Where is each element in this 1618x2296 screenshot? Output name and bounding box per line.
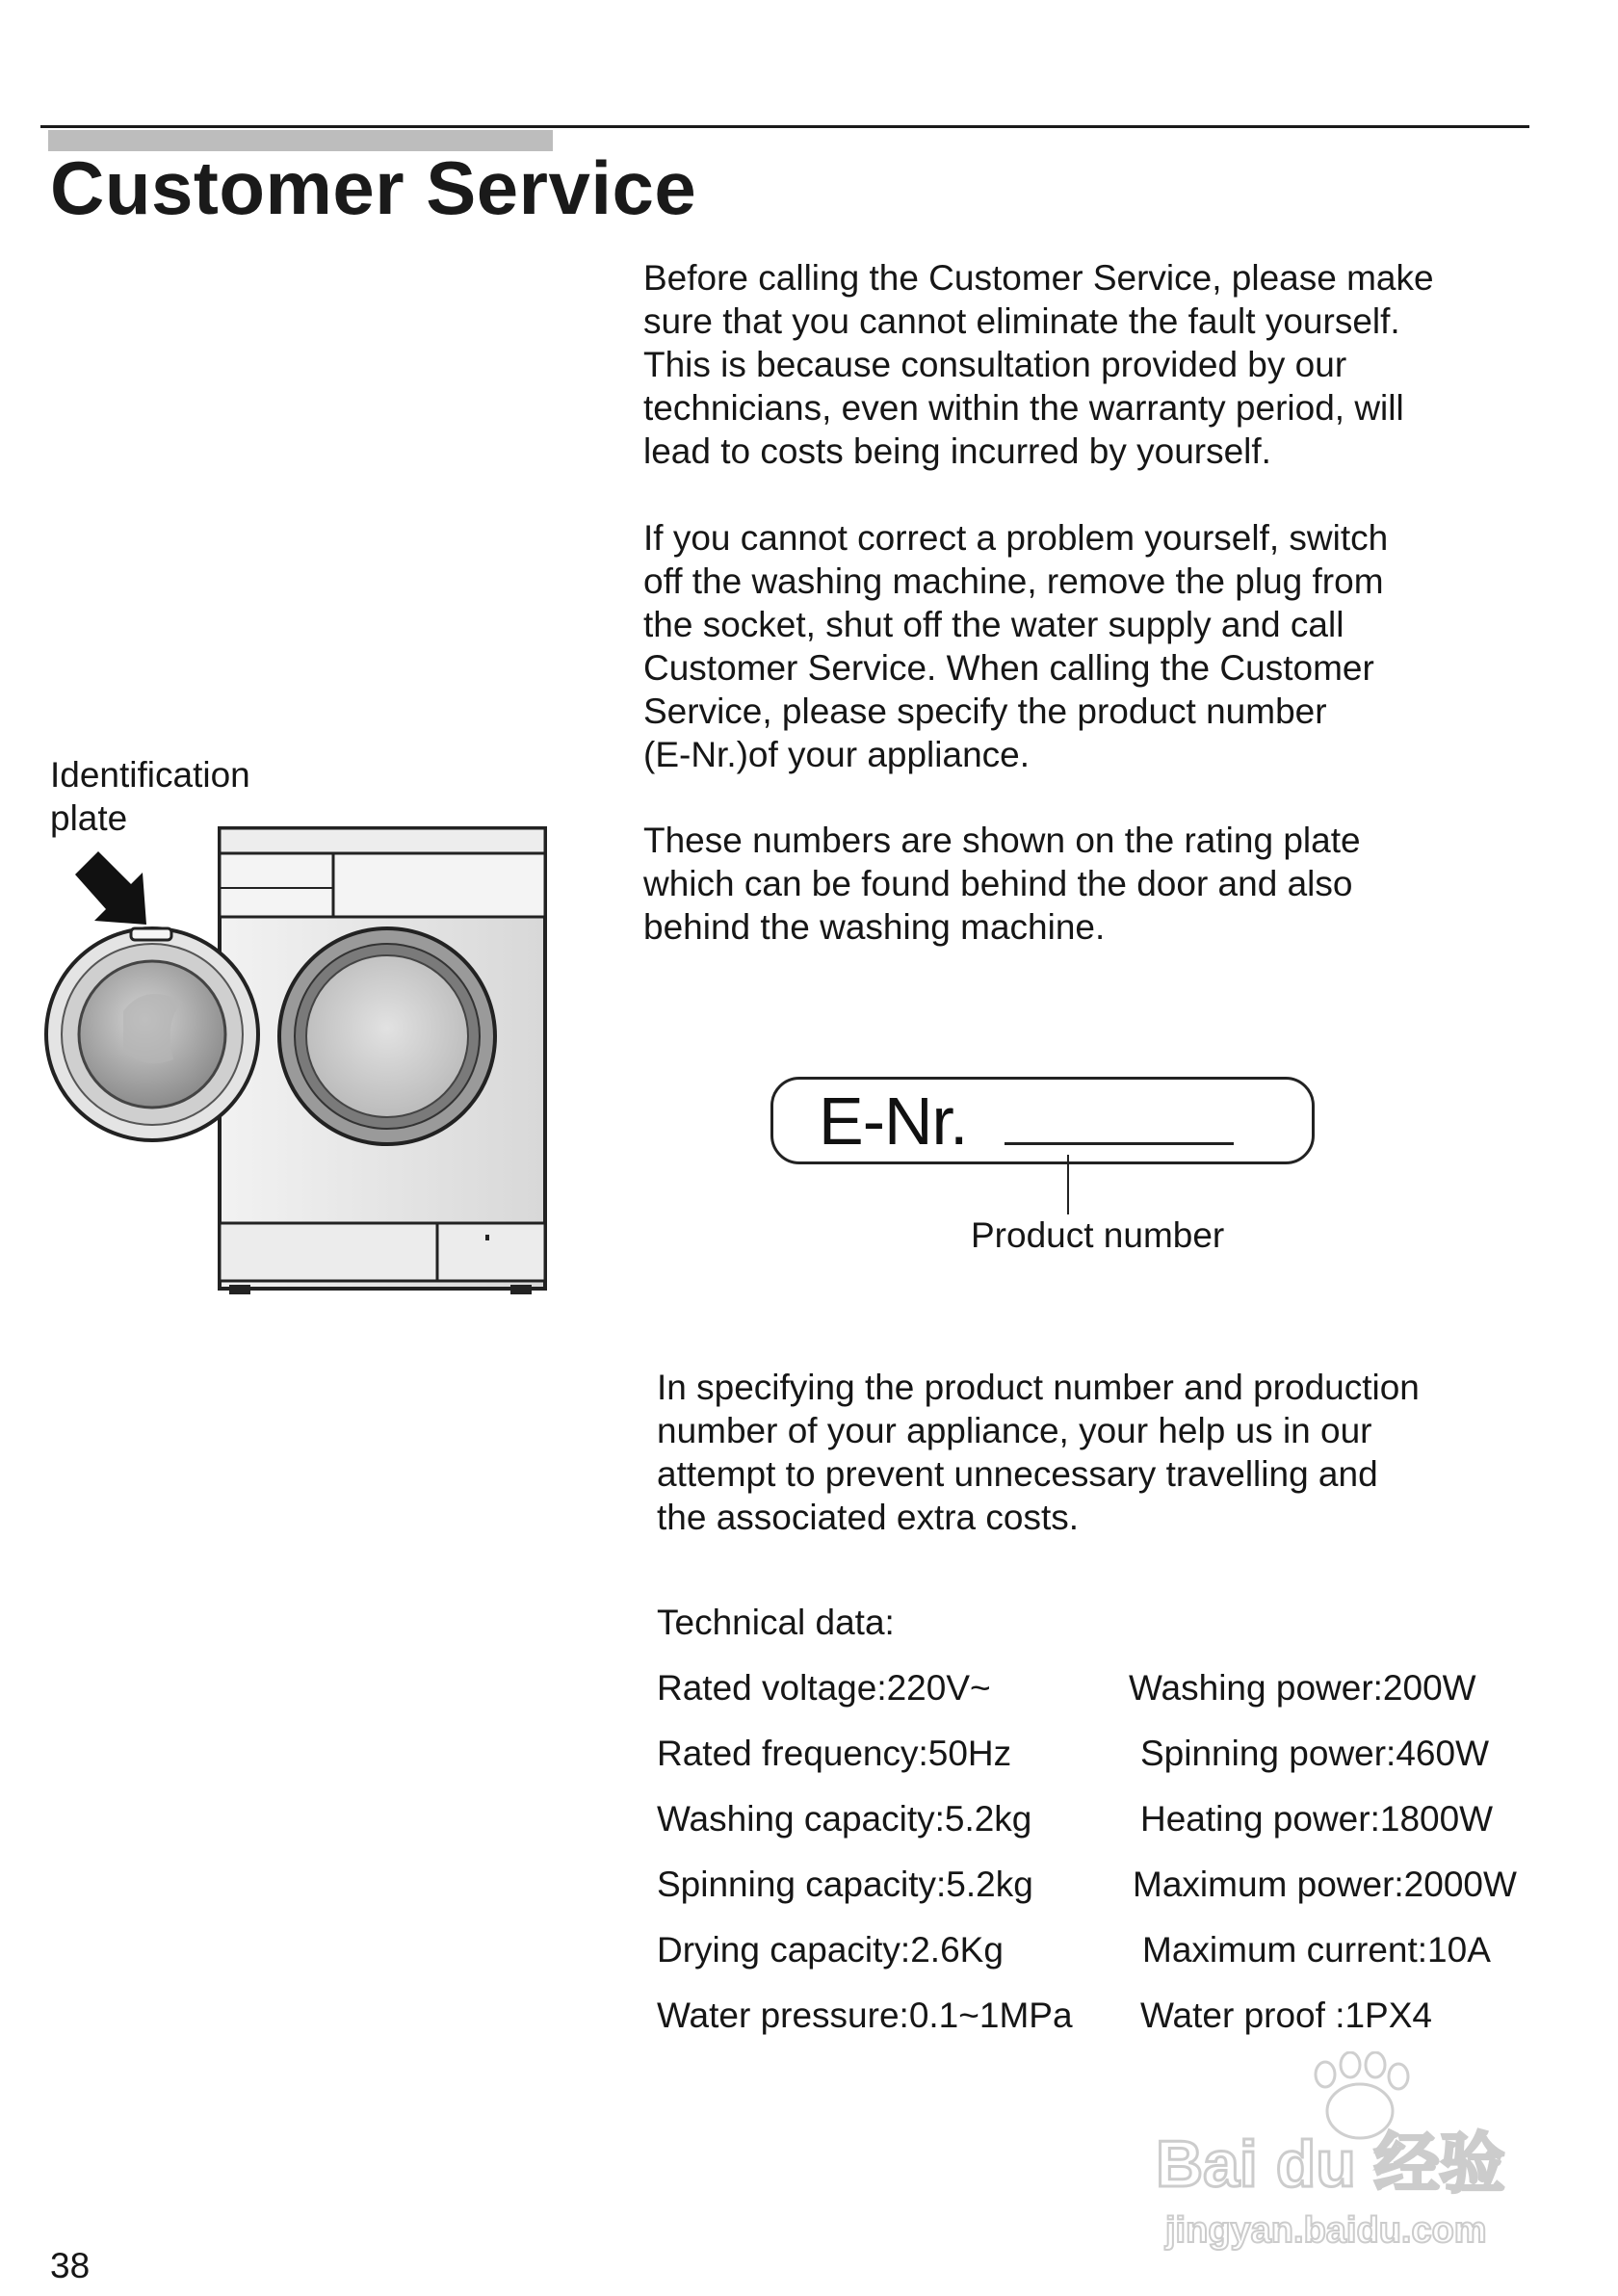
arrow-icon <box>75 851 146 925</box>
watermark-url: jingyan.baidu.com <box>1165 2210 1487 2251</box>
tech-spec-right: Spinning power:460W <box>1140 1734 1489 1773</box>
tech-spec-left: Rated voltage:220V~ <box>657 1668 991 1708</box>
watermark-brand: Bai du 经验 <box>1156 2127 1505 2201</box>
text-line: Before calling the Customer Service, please make <box>643 258 1434 298</box>
drum <box>306 955 468 1117</box>
text-line: sure that you cannot eliminate the fault yourself. <box>643 301 1400 341</box>
text-line: If you cannot correct a problem yourself, switch <box>643 518 1389 558</box>
text-line: Service, please specify the product number <box>643 691 1327 731</box>
technical-data-title: Technical data: <box>657 1603 895 1642</box>
text-line: These numbers are shown on the rating plate <box>643 821 1361 860</box>
text-line: In specifying the product number and production <box>657 1368 1420 1407</box>
page-number: 38 <box>50 2246 91 2285</box>
intro-paragraph-2 <box>643 516 1529 776</box>
foot <box>229 1285 250 1294</box>
intro-paragraph-3 <box>643 819 1529 949</box>
header-rule <box>40 125 1529 128</box>
text-line: Customer Service. When calling the Customer <box>643 648 1374 688</box>
text-line: off the washing machine, remove the plug from <box>643 561 1384 601</box>
enr-label: E-Nr. <box>819 1083 968 1159</box>
label-line: plate <box>50 798 128 838</box>
page-title: Customer Service <box>50 145 697 230</box>
text-line: lead to costs being incurred by yourself. <box>643 431 1271 471</box>
text-line: the socket, shut off the water supply and call <box>643 605 1344 644</box>
text-line: behind the washing machine. <box>643 907 1106 947</box>
enr-blank-line <box>1005 1142 1234 1145</box>
washing-machine-illustration <box>39 819 559 1310</box>
tech-spec-left: Spinning capacity:5.2kg <box>657 1865 1033 1904</box>
baidu-watermark <box>1136 2051 1541 2263</box>
product-number-caption: Product number <box>971 1215 1225 1255</box>
tech-spec-right: Maximum current:10A <box>1142 1930 1491 1970</box>
intro-paragraph-1 <box>643 256 1529 473</box>
cabinet-top <box>220 828 545 853</box>
tech-spec-right: Water proof :1PX4 <box>1140 1996 1432 2035</box>
tech-spec-right: Maximum power:2000W <box>1133 1865 1517 1904</box>
text-line: the associated extra costs. <box>657 1498 1080 1537</box>
tech-spec-left: Rated frequency:50Hz <box>657 1734 1012 1773</box>
tech-spec-right: Heating power:1800W <box>1140 1799 1494 1839</box>
text-line: This is because consultation provided by our <box>643 345 1347 384</box>
text-line: number of your appliance, your help us in our <box>657 1411 1372 1450</box>
paw-icon <box>1316 2052 1408 2138</box>
tech-spec-left: Washing capacity:5.2kg <box>657 1799 1032 1839</box>
identification-plate-marker <box>131 928 171 940</box>
tech-spec-left: Drying capacity:2.6Kg <box>657 1930 1004 1970</box>
text-line: attempt to prevent unnecessary travelling and <box>657 1454 1378 1494</box>
text-line: technicians, even within the warranty period, will <box>643 388 1404 428</box>
label-line: Identification <box>50 755 250 795</box>
closing-paragraph <box>657 1366 1543 1539</box>
control-panel <box>220 853 545 917</box>
enr-pointer-line <box>1067 1155 1069 1214</box>
plinth-panel <box>220 1223 545 1281</box>
tech-spec-right: Washing power:200W <box>1129 1668 1476 1708</box>
text-line: which can be found behind the door and also <box>643 864 1353 903</box>
text-line: (E-Nr.)of your appliance. <box>643 735 1031 774</box>
foot <box>510 1285 532 1294</box>
tech-spec-left: Water pressure:0.1~1MPa <box>657 1996 1073 2035</box>
